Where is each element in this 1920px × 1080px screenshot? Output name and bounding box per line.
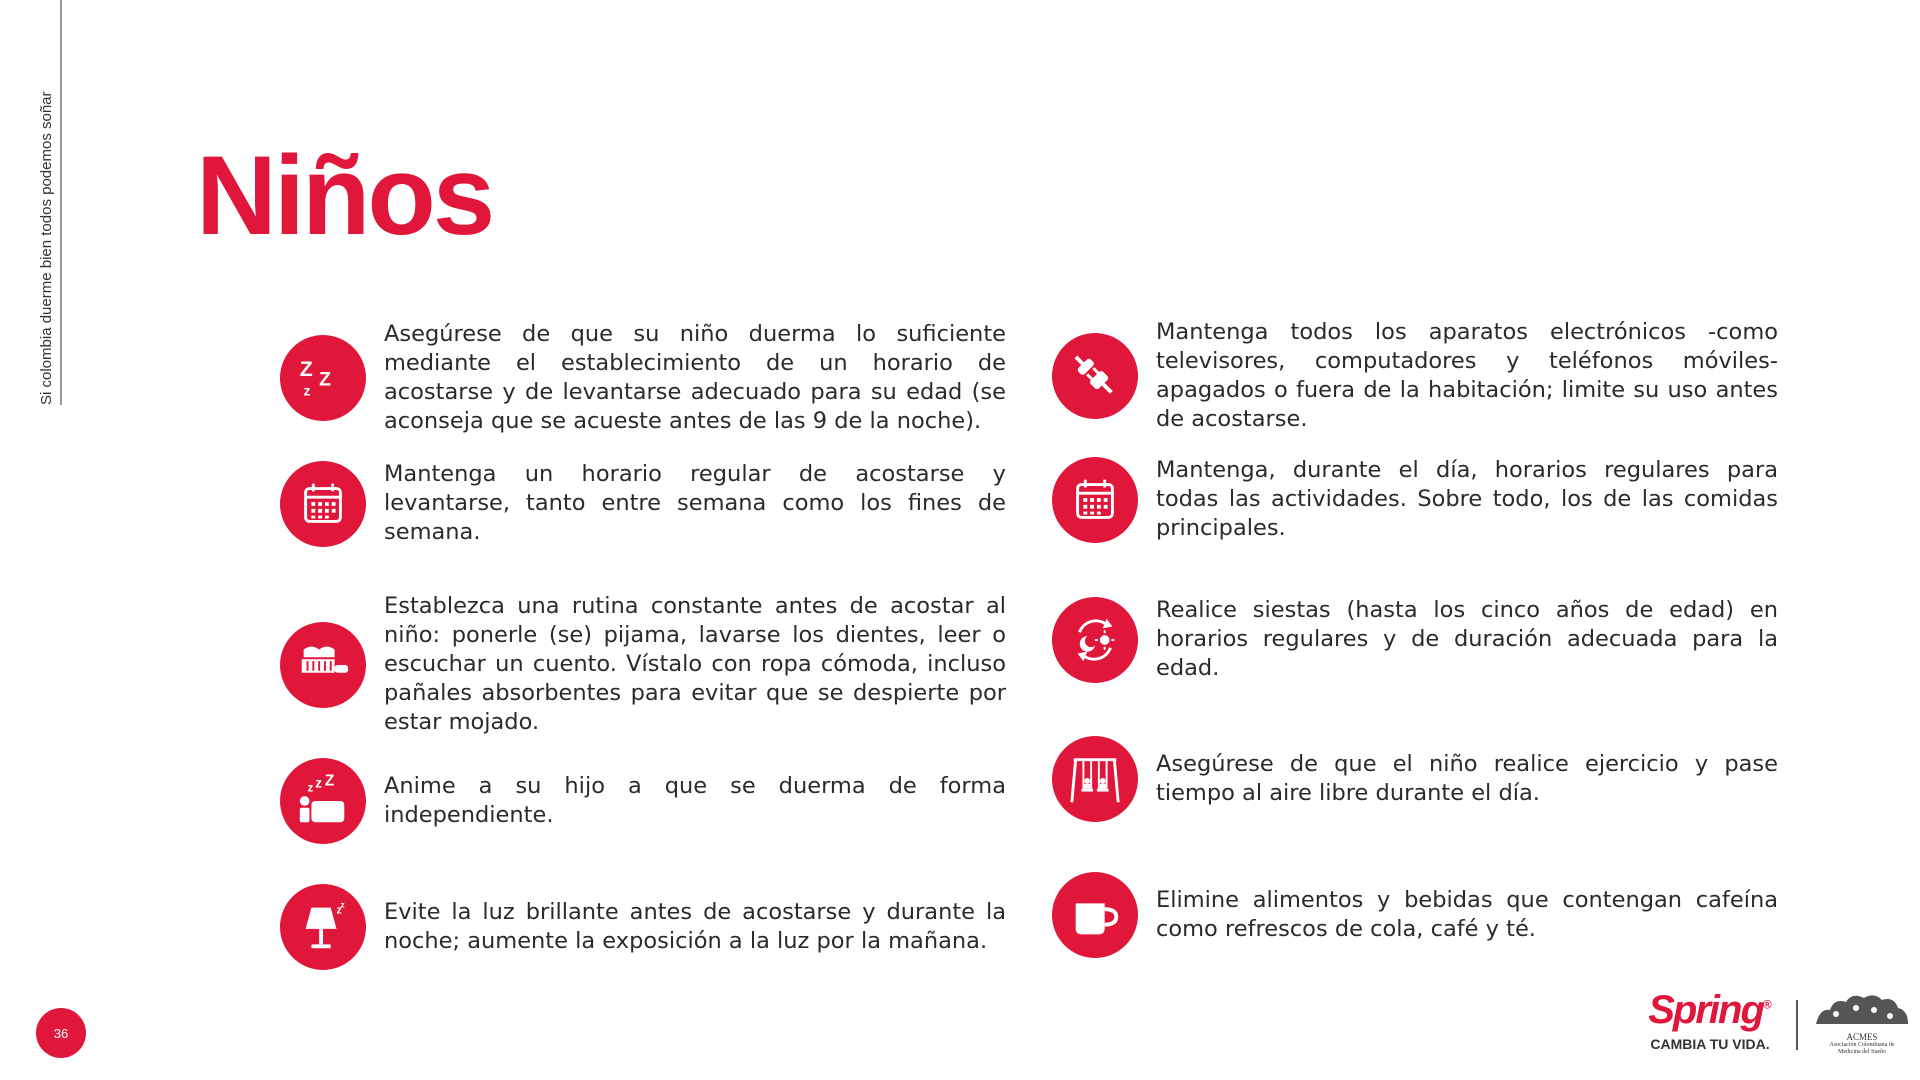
tip-text: Mantenga todos los aparatos electrónicos -como televisores, computadores y teléfonos móviles- apagados o fuera de la habitación; limite su uso antes de acostarse. bbox=[1156, 319, 1778, 432]
svg-text:Z: Z bbox=[324, 772, 335, 790]
day-night-cycle-icon bbox=[1052, 597, 1138, 683]
tip-item bbox=[1052, 872, 1812, 958]
acmes-emblem-icon bbox=[1812, 990, 1912, 1026]
tip-item bbox=[280, 884, 1040, 970]
svg-text:z: z bbox=[307, 781, 314, 795]
tip-item bbox=[1052, 456, 1812, 543]
page-title: Niños bbox=[196, 133, 493, 258]
lamp-icon bbox=[280, 884, 366, 970]
tip-text: Realice siestas (hasta los cinco años de edad) en horarios regulares y de duración adecuada para la edad. bbox=[1156, 597, 1778, 681]
acmes-subtitle: Medicina del Sueño bbox=[1838, 1049, 1886, 1055]
svg-text:z: z bbox=[340, 899, 345, 910]
tip-text: Mantenga un horario regular de acostarse y levantarse, tanto entre semana como los fines de semana. bbox=[384, 461, 1006, 545]
calendar-icon bbox=[280, 461, 366, 547]
sleep-zzz-icon bbox=[280, 335, 366, 421]
side-caption: Si colombia duerme bien todos podemos soñar bbox=[38, 91, 55, 405]
tip-text: Asegúrese de que su niño duerma lo suficiente mediante el establecimiento de un horario de acostarse y de levantarse adecuado para su edad (se aconseja que se acueste antes de las 9 de la noche). bbox=[384, 321, 1006, 434]
side-divider-line bbox=[60, 0, 62, 405]
toothbrush-icon bbox=[280, 622, 366, 708]
acmes-subtitle: Asociación Colombiana de bbox=[1829, 1042, 1895, 1048]
page-number-badge: 36 bbox=[36, 1008, 86, 1058]
tip-item bbox=[280, 592, 1040, 737]
logo-divider bbox=[1796, 1000, 1798, 1050]
unplug-icon bbox=[1052, 333, 1138, 419]
calendar-icon bbox=[1052, 457, 1138, 543]
tip-item bbox=[280, 758, 1040, 844]
tip-item bbox=[280, 460, 1040, 547]
svg-text:z: z bbox=[336, 904, 342, 917]
child-sleeping-bed-icon bbox=[280, 758, 366, 844]
tip-item bbox=[1052, 596, 1812, 683]
svg-text:z: z bbox=[315, 775, 323, 791]
spring-tagline: CAMBIA TU VIDA. bbox=[1650, 1036, 1770, 1052]
cup-icon bbox=[1052, 872, 1138, 958]
acmes-name: ACMES bbox=[1846, 1032, 1878, 1042]
svg-text:Z: Z bbox=[319, 369, 331, 391]
svg-text:z: z bbox=[303, 383, 311, 399]
swing-icon bbox=[1052, 736, 1138, 822]
tip-item bbox=[1052, 318, 1812, 434]
tip-item bbox=[280, 320, 1040, 436]
tip-item bbox=[1052, 736, 1812, 822]
tip-text: Evite la luz brillante antes de acostarse y durante la noche; aumente la exposición a la luz por la mañana. bbox=[384, 899, 1006, 954]
spring-logo bbox=[1640, 990, 1780, 1052]
tip-text: Mantenga, durante el día, horarios regulares para todas las actividades. Sobre todo, los de las comidas principales. bbox=[1156, 457, 1778, 541]
acmes-logo bbox=[1812, 990, 1912, 1056]
spring-wordmark: Spring® bbox=[1648, 988, 1772, 1032]
tip-text: Anime a su hijo a que se duerma de forma independiente. bbox=[384, 773, 1006, 828]
svg-text:Z: Z bbox=[299, 357, 313, 382]
tip-text: Establezca una rutina constante antes de acostar al niño: ponerle (se) pijama, lavarse los dientes, leer o escuchar un cuento. Vístalo con ropa cómoda, incluso pañales absorbentes para evitar que se despierte por estar mojado. bbox=[384, 593, 1006, 735]
tip-text: Asegúrese de que el niño realice ejercicio y pase tiempo al aire libre durante el día. bbox=[1156, 751, 1778, 806]
tip-text: Elimine alimentos y bebidas que contengan cafeína como refrescos de cola, café y té. bbox=[1156, 887, 1778, 942]
